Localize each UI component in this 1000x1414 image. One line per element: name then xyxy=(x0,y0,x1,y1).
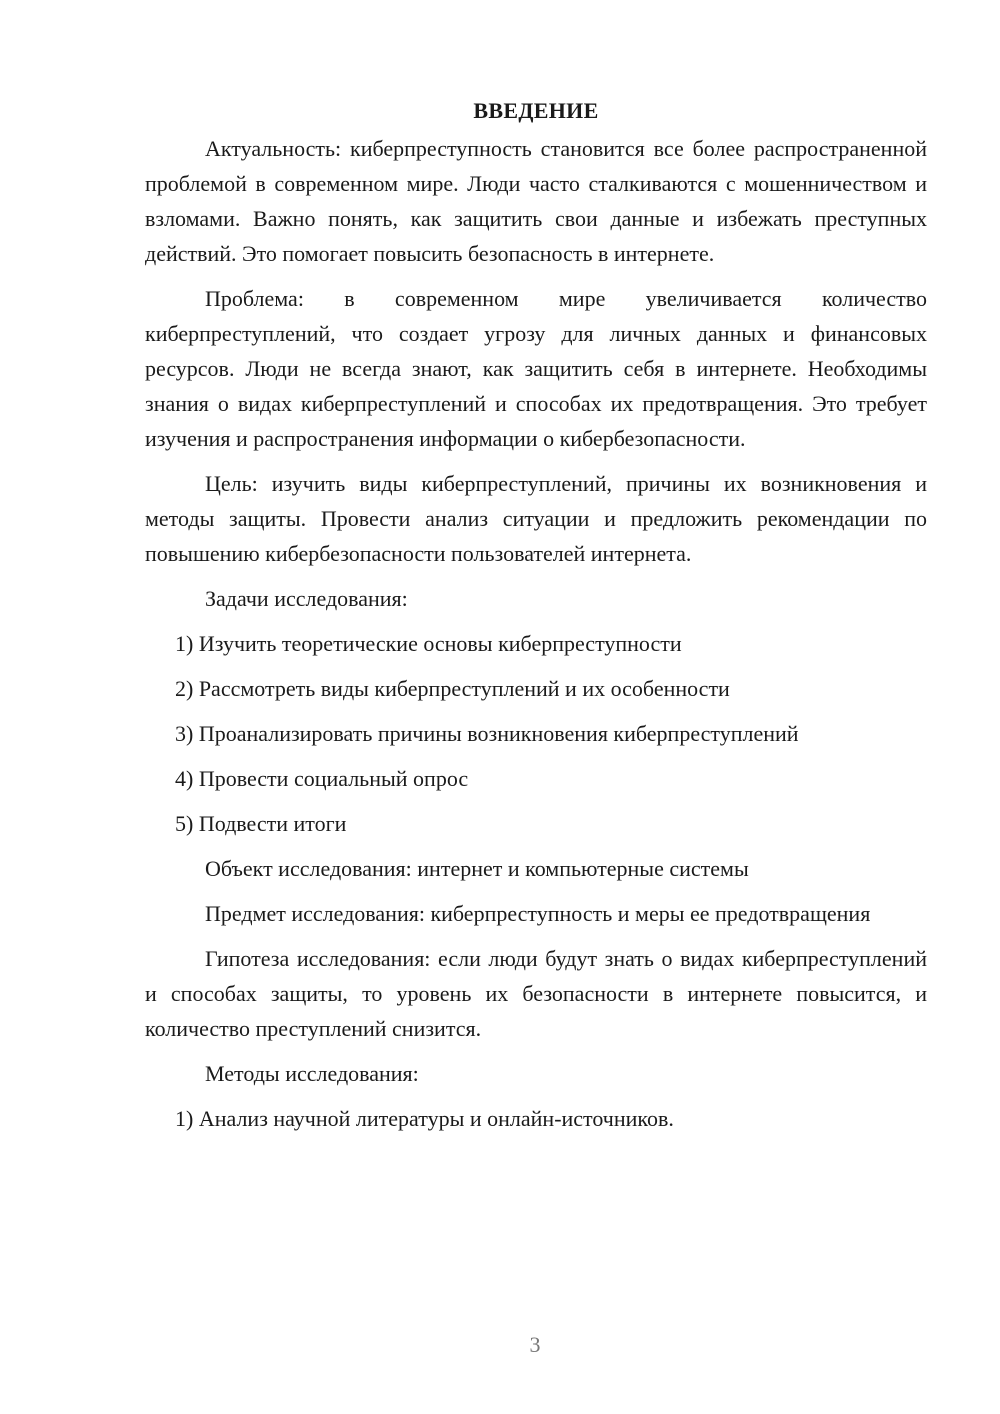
task-item-3: 3) Проанализировать причины возникновения киберпреступлений xyxy=(175,721,799,746)
task-item-2: 2) Рассмотреть виды киберпреступлений и их особенности xyxy=(175,676,730,701)
subject-paragraph: Предмет исследования: киберпреступность и меры ее предотвращения xyxy=(205,901,871,926)
relevance-paragraph: Актуальность: киберпреступность становится все более распространенной проблемой в современном мире. Люди часто сталкиваются с мошенничеством и взломами. Важно понять, как защитить свои данные и избежать преступных действий. Это помогает повысить безопасность в интернете. xyxy=(145,136,927,266)
methods-title: Методы исследования: xyxy=(205,1061,419,1086)
task-item-4: 4) Провести социальный опрос xyxy=(175,766,469,791)
page-number: 3 xyxy=(529,1332,541,1357)
task-item-5: 5) Подвести итоги xyxy=(175,811,347,836)
problem-paragraph: Проблема: в современном мире увеличивается количество киберпреступлений, что создает угрозу для личных данных и финансовых ресурсов. Люди не всегда знают, как защитить себя в интернете. Необходимы знания о видах киберпреступлений и способах их предотвращения. Это требует изучения и распространения информации о кибербезопасности. xyxy=(145,286,927,451)
method-item-1: 1) Анализ научной литературы и онлайн-источников. xyxy=(175,1106,674,1131)
hypothesis-paragraph: Гипотеза исследования: если люди будут знать о видах киберпреступлений и способах защиты, то уровень их безопасности в интернете повысится, и количество преступлений снизится. xyxy=(145,946,927,1041)
task-item-1: 1) Изучить теоретические основы киберпреступности xyxy=(175,631,682,656)
page-title: ВВЕДЕНИЕ xyxy=(473,98,599,123)
goal-paragraph: Цель: изучить виды киберпреступлений, причины их возникновения и методы защиты. Провести анализ ситуации и предложить рекомендации по повышению кибербезопасности пользователей интернета. xyxy=(145,471,927,566)
tasks-title: Задачи исследования: xyxy=(205,586,408,611)
page-content xyxy=(145,97,927,1146)
object-paragraph: Объект исследования: интернет и компьютерные системы xyxy=(205,856,749,881)
